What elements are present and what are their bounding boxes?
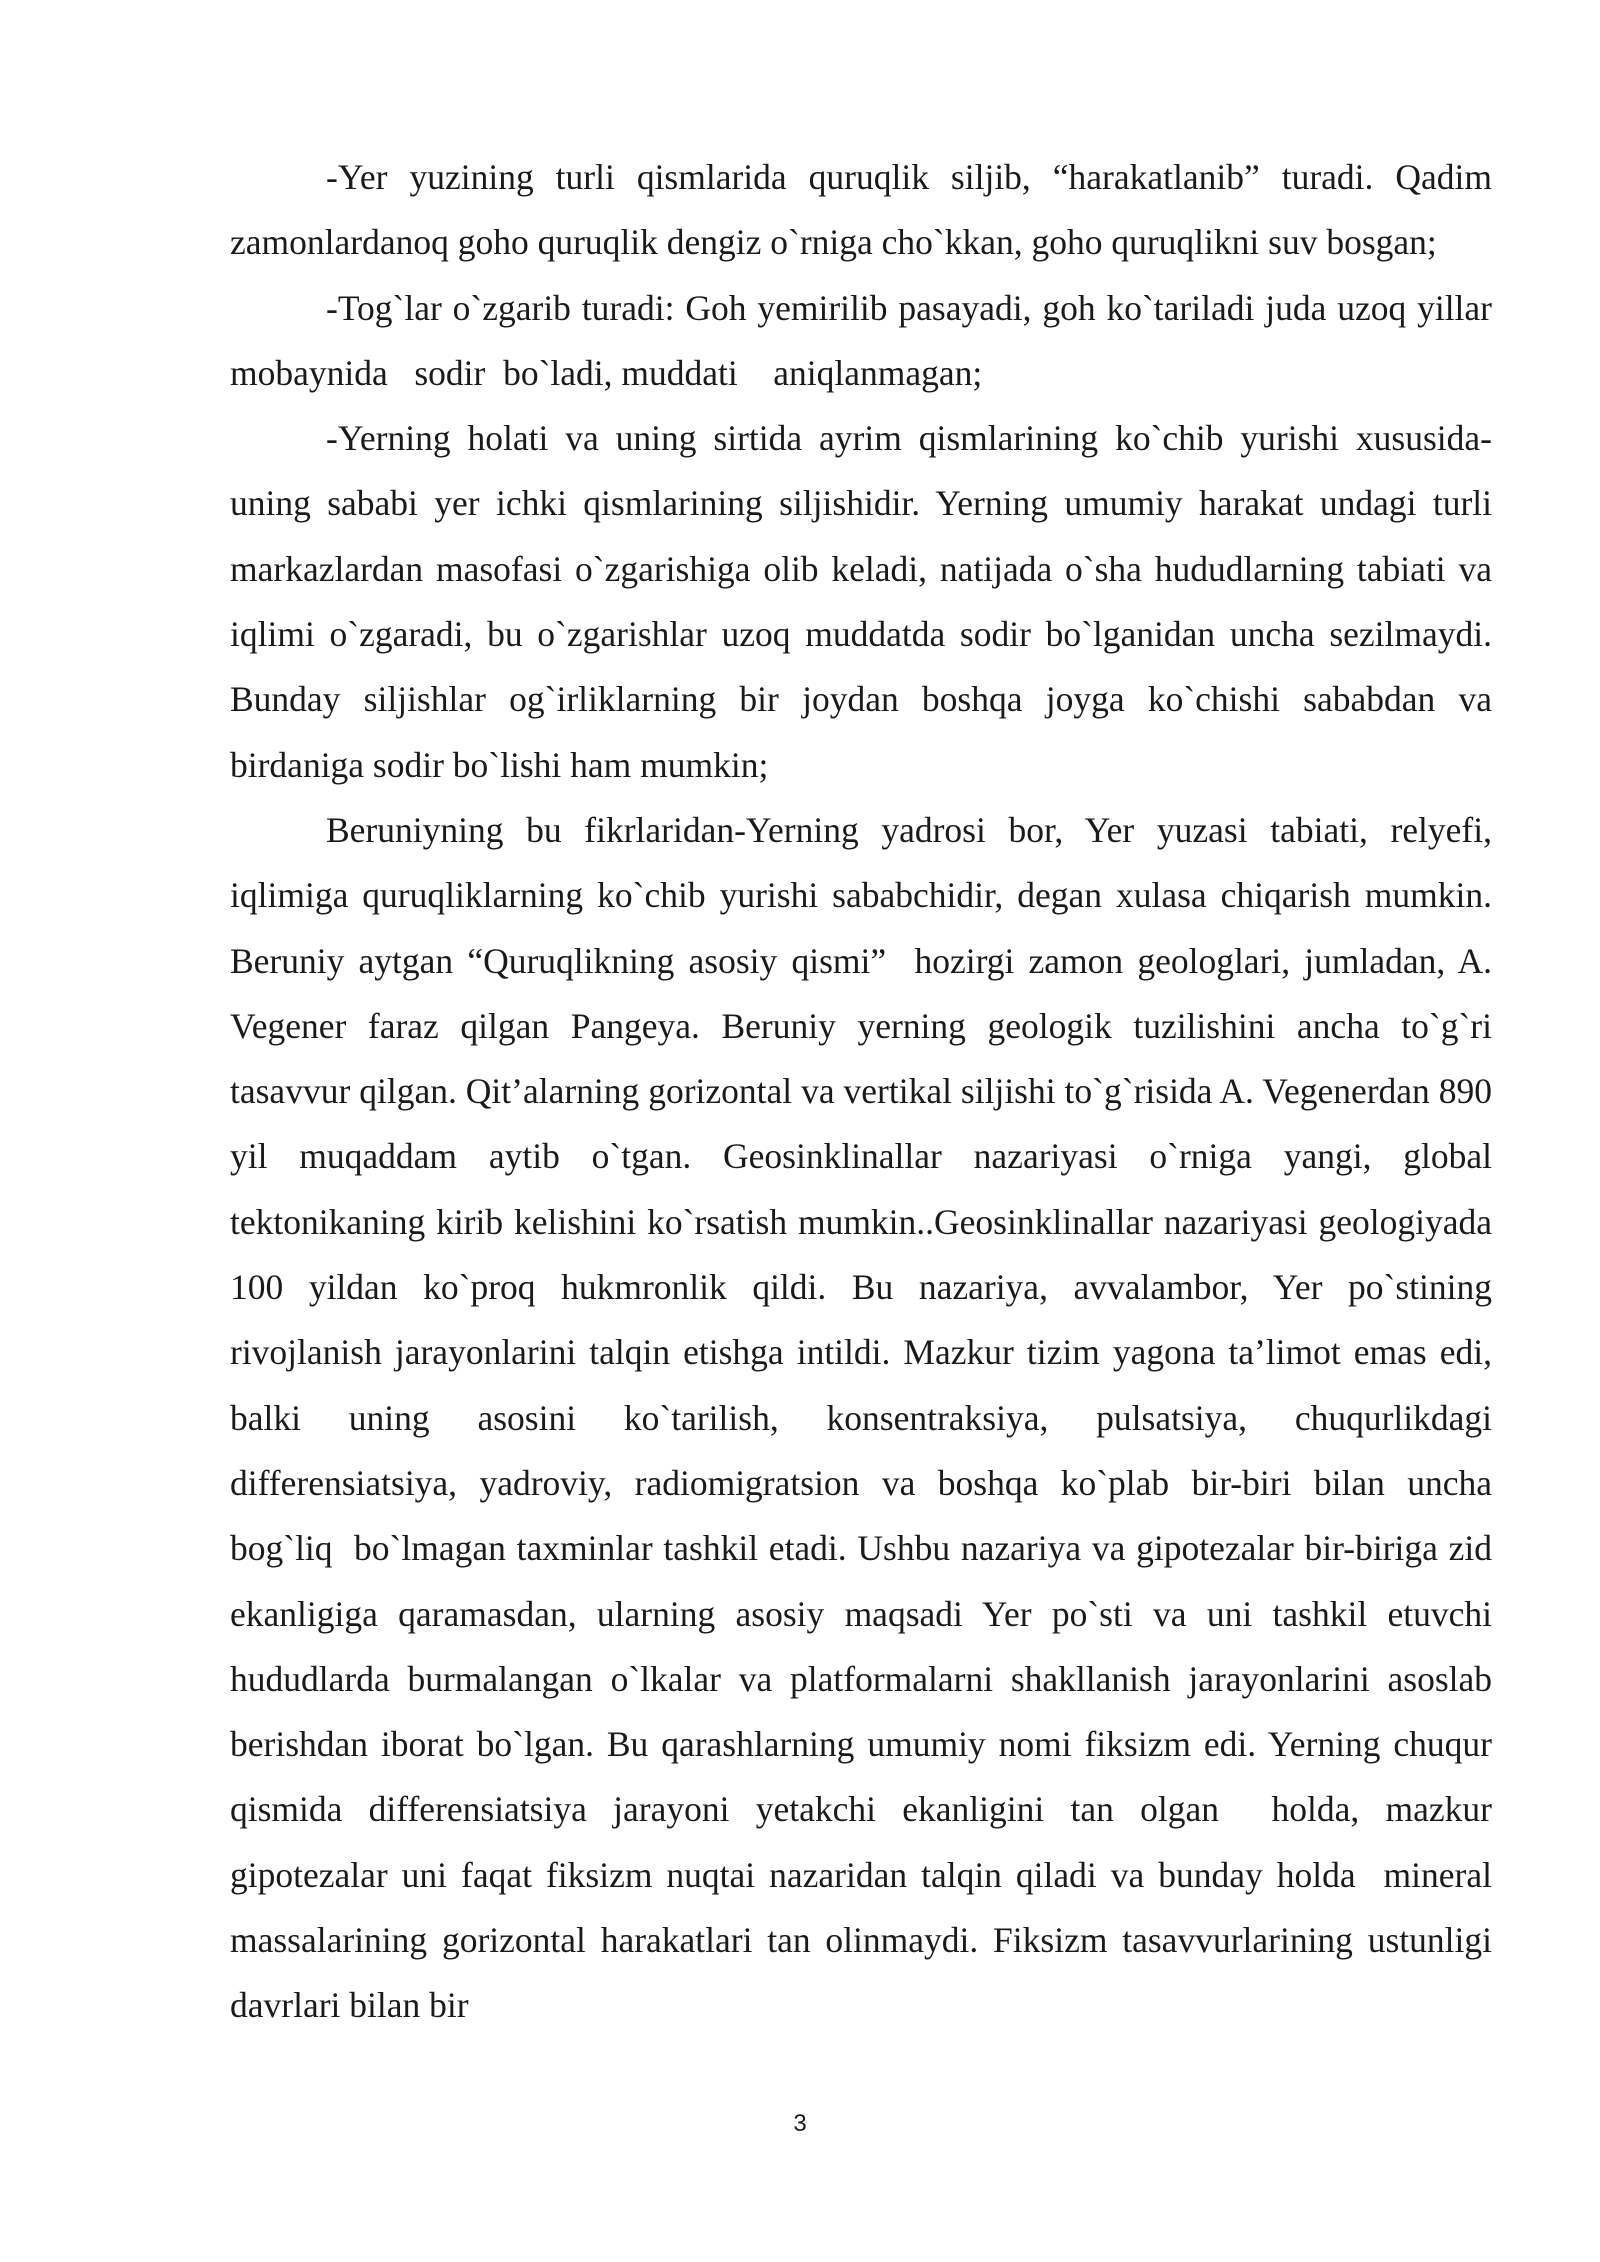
body-text	[230, 145, 1510, 2039]
page-number: 3	[793, 2110, 807, 2137]
paragraph-4: Beruniyning bu fikrlaridan-Yerning yadrosi bor, Yer yuzasi tabiati, relyefi, iqlimiga quruqliklarning ko`chib yurishi sababchidir, degan xulasa chiqarish mumkin. Beruniy aytgan “Quruqlikning asosiy qismi” hozirgi zamon geologlari, jumladan, A. Vegener faraz qilgan Pangeya. Beruniy yerning geologik tuzilishini ancha to`g`ri tasavvur qilgan. Qit’alarning gorizontal va vertikal siljishi to`g`risida A. Vegenerdan 890 yil muqaddam aytib o`tgan. Geosinklinallar nazariyasi o`rniga yangi, global tektonikaning kirib kelishini ko`rsatish mumkin..Geosinklinallar nazariyasi geologiyada 100 yildan ko`proq hukmronlik qildi. Bu nazariya, avvalambor, Yer po`stining rivojlanish jarayonlarini talqin etishga intildi. Mazkur tizim yagona ta’limot emas edi, balki uning asosini ko`tarilish, konsentraksiya, pulsatsiya, chuqurlikdagi differensiatsiya, yadroviy, radiomigratsion va boshqa ko`plab bir-biri bilan uncha bog`liq bo`lmagan taxminlar tashkil etadi. Ushbu nazariya va gipotezalar bir-biriga zid ekanligiga qaramasdan, ularning asosiy maqsadi Yer po`sti va uni tashkil etuvchi hududlarda burmalangan o`lkalar va platformalarni shakllanish jarayonlarini asoslab berishdan iborat bo`lgan. Bu qarashlarning umumiy nomi fiksizm edi. Yerning chuqur qismida differensiatsiya jarayoni yetakchi ekanligini tan olgan holda, mazkur gipotezalar uni faqat fiksizm nuqtai nazaridan talqin qiladi va bunday holda mineral massalarining gorizontal harakatlari tan olinmaydi. Fiksizm tasavvurlarining ustunligi davrlari bilan bir	[230, 809, 1510, 2026]
paragraph-3: -Yerning holati va uning sirtida ayrim qismlarining ko`chib yurishi xususida-uning sababi yer ichki qismlarining siljishidir. Yerning umumiy harakat undagi turli markazlardan masofasi o`zgarishiga olib keladi, natijada o`sha hududlarning tabiati va iqlimi o`zgaradi, bu o`zgarishlar uzoq muddatda sodir bo`lganidan uncha sezilmaydi. Bunday siljishlar og`irliklarning bir joydan boshqa joyga ko`chishi sababdan va birdaniga sodir bo`lishi ham mumkin;	[230, 418, 1501, 785]
paragraph-2: -Tog`lar o`zgarib turadi: Goh yemirilib pasayadi, goh ko`tariladi juda uzoq yillar mobaynida sodir bo`ladi, muddati aniqlanmagan;	[230, 287, 1501, 393]
paragraph-1: -Yer yuzining turli qismlarida quruqlik siljib, “harakatlanib” turadi. Qadim zamonlardanoq goho quruqlik dengiz o`rniga cho`kkan, goho quruqlikni suv bosgan;	[230, 157, 1501, 263]
